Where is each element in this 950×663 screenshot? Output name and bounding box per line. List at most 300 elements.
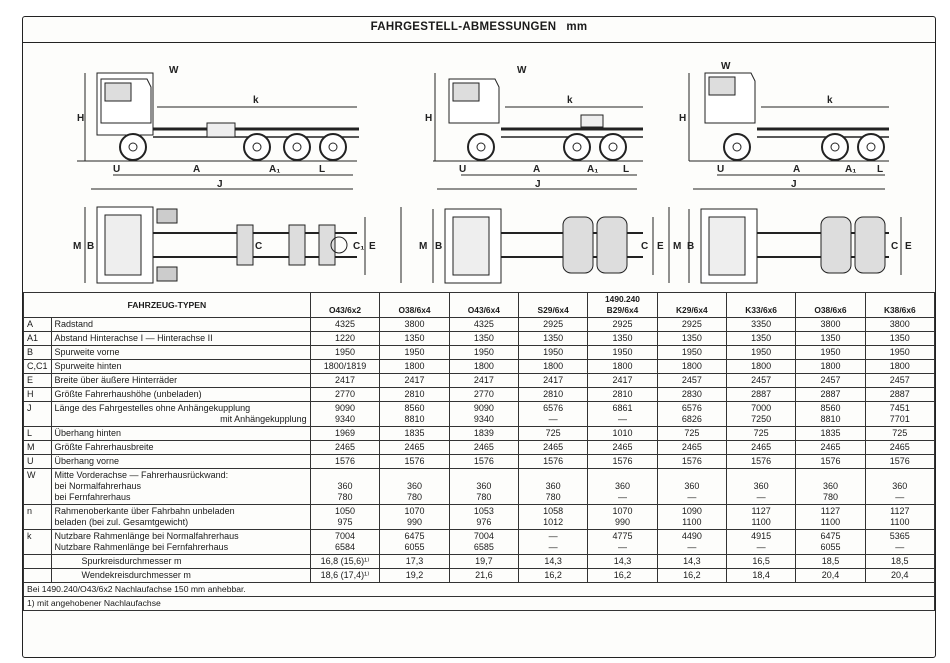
value-line: 18,5	[891, 556, 909, 566]
truck2-label-b: B	[435, 241, 443, 252]
value-line: 8560	[404, 403, 425, 413]
value-line: 1576	[820, 456, 841, 466]
value-cell	[519, 427, 588, 441]
title-divider	[23, 42, 935, 43]
row-description-line: Wendekreisdurchmesser m	[81, 570, 191, 580]
value-cell	[519, 402, 588, 427]
value-line: 1576	[681, 456, 702, 466]
value-line: 4325	[473, 319, 494, 329]
value-line: 5365	[889, 531, 910, 541]
value-line: 990	[614, 517, 630, 527]
value-line: —	[895, 492, 905, 502]
value-line: 16,5	[752, 556, 770, 566]
value-cell	[519, 374, 588, 388]
truck2-label-m: M	[419, 241, 428, 252]
value-line: 7004	[335, 531, 356, 541]
value-line: 7701	[889, 414, 910, 424]
row-code: U	[24, 455, 52, 469]
truck1-label-h: H	[77, 113, 85, 124]
value-line: 1058	[543, 506, 564, 516]
table-row	[24, 555, 935, 569]
value-line: 1012	[543, 517, 564, 527]
footnote-row-0	[24, 583, 935, 597]
row-code: H	[24, 388, 52, 402]
value-line: 1576	[751, 456, 772, 466]
value-line: 2925	[543, 319, 564, 329]
truck3-top-view	[689, 209, 901, 283]
value-cell	[380, 402, 449, 427]
value-line: 1350	[473, 333, 494, 343]
value-cell	[380, 360, 449, 374]
value-line: 1800	[543, 361, 564, 371]
truck2-label-l: L	[623, 164, 630, 175]
spec-table	[23, 292, 935, 611]
type-col-3: S29/6x4	[519, 293, 588, 318]
row-description-line: Spurweite hinten	[54, 361, 122, 371]
truck1-label-u: U	[113, 164, 121, 175]
row-description-line: Länge des Fahrgestelles ohne Anhängekupplung	[54, 403, 251, 413]
table-row	[24, 455, 935, 469]
row-description-line: Größte Fahrerhausbreite	[54, 442, 154, 452]
value-cell	[865, 455, 934, 469]
value-line: 1350	[612, 333, 633, 343]
row-description	[51, 569, 310, 583]
value-cell	[310, 505, 380, 530]
type-col-8: K38/6x6	[865, 293, 934, 318]
value-cell	[657, 360, 726, 374]
row-description	[51, 388, 310, 402]
value-line: 1220	[335, 333, 356, 343]
value-cell	[726, 469, 795, 505]
row-code: M	[24, 441, 52, 455]
footnote-row-1	[24, 597, 935, 611]
value-line: —	[548, 414, 558, 424]
value-cell	[519, 555, 588, 569]
value-line: 21,6	[475, 570, 493, 580]
value-cell	[726, 530, 795, 555]
value-cell	[657, 427, 726, 441]
value-cell	[380, 388, 449, 402]
value-cell	[449, 569, 518, 583]
row-description-line: Nutzbare Rahmenlänge bei Fernfahrerhaus	[54, 542, 229, 552]
truck3-label-w: W	[721, 61, 731, 72]
value-cell	[588, 441, 657, 455]
value-line: 1350	[889, 333, 910, 343]
value-line: —	[756, 542, 766, 552]
truck1-label-w: W	[169, 65, 179, 76]
value-line: 16,8 (15,6)¹⁾	[320, 556, 370, 566]
truck1-top-view	[85, 207, 365, 283]
value-line: 16,2	[613, 570, 632, 580]
value-line: 1576	[404, 456, 425, 466]
value-cell	[796, 318, 865, 332]
table-row	[24, 388, 935, 402]
value-line: 7004	[473, 531, 494, 541]
value-cell	[449, 388, 518, 402]
value-line: 2417	[612, 375, 633, 385]
value-line: 2457	[820, 375, 841, 385]
value-cell	[726, 505, 795, 530]
row-code: n	[24, 505, 52, 530]
row-description-line: Spurkreisdurchmesser m	[81, 556, 182, 566]
value-line: 1127	[820, 506, 841, 516]
value-cell	[588, 455, 657, 469]
value-line: 360	[545, 481, 561, 491]
value-cell	[380, 455, 449, 469]
value-cell	[310, 455, 380, 469]
title-unit: mm	[566, 21, 588, 33]
row-code: C,C1	[24, 360, 52, 374]
value-line: 1800	[751, 361, 772, 371]
value-cell	[380, 441, 449, 455]
value-cell	[310, 402, 380, 427]
value-cell	[865, 374, 934, 388]
value-cell	[657, 374, 726, 388]
table-row	[24, 346, 935, 360]
value-line: 1950	[889, 347, 910, 357]
type-col-6: K33/6x6	[726, 293, 795, 318]
row-description	[51, 469, 310, 505]
truck1-label-k: k	[253, 95, 259, 106]
value-line: 1835	[820, 428, 841, 438]
value-cell	[449, 469, 518, 505]
value-cell	[310, 318, 380, 332]
value-line: 3800	[889, 319, 910, 329]
page-title: FAHRGESTELL-ABMESSUNGEN mm	[370, 21, 588, 33]
table-row	[24, 360, 935, 374]
value-line: 6475	[820, 531, 841, 541]
footnote-0: Bei 1490.240/O43/6x2 Nachlaufachse 150 mm anhebbar.	[24, 583, 935, 597]
value-line: 19,7	[475, 556, 493, 566]
row-description-line: beladen (bei zul. Gesamtgewicht)	[54, 517, 189, 527]
chassis-drawings	[57, 57, 917, 291]
value-line: 9340	[335, 414, 356, 424]
value-line: 3800	[404, 319, 425, 329]
value-cell	[657, 555, 726, 569]
value-line: 1576	[543, 456, 564, 466]
truck2-top-view	[433, 209, 653, 283]
value-line: —	[756, 492, 766, 502]
value-cell	[310, 374, 380, 388]
row-description	[51, 555, 310, 569]
row-description	[51, 374, 310, 388]
value-line: 17,3	[405, 556, 424, 566]
value-cell	[449, 402, 518, 427]
value-line: 990	[407, 517, 423, 527]
value-cell	[865, 441, 934, 455]
truck2-label-a: A	[533, 164, 541, 175]
value-line: 18,5	[821, 556, 840, 566]
value-line: 2925	[612, 319, 633, 329]
value-line: 725	[892, 428, 908, 438]
type-col-5: K29/6x4	[657, 293, 726, 318]
value-line: 1950	[543, 347, 564, 357]
value-line: 1839	[473, 428, 494, 438]
value-line: 1950	[681, 347, 702, 357]
value-line: 14,3	[613, 556, 632, 566]
value-line: 1090	[681, 506, 702, 516]
value-cell	[519, 569, 588, 583]
value-line: 360	[337, 481, 353, 491]
value-line: 20,4	[891, 570, 909, 580]
value-cell	[588, 388, 657, 402]
truck1-label-c1: C₁	[353, 241, 365, 252]
value-line: 18,4	[752, 570, 770, 580]
row-description-line: bei Normalfahrerhaus	[54, 481, 142, 491]
value-line	[591, 470, 653, 481]
value-line: —	[617, 492, 627, 502]
value-line: 780	[545, 492, 561, 502]
table-row	[24, 332, 935, 346]
value-line: 1100	[751, 517, 771, 527]
row-description	[51, 318, 310, 332]
value-line: —	[548, 542, 558, 552]
value-line: 1100	[682, 517, 702, 527]
value-line: 4775	[612, 531, 633, 541]
type-col-4: 1490.240 B29/6x4	[588, 293, 657, 318]
value-cell	[726, 569, 795, 583]
value-cell	[588, 427, 657, 441]
truck1-label-e: E	[369, 241, 376, 252]
value-line: 9090	[335, 403, 356, 413]
value-line: 1350	[404, 333, 425, 343]
value-cell	[865, 505, 934, 530]
row-description	[51, 332, 310, 346]
value-line: 1950	[473, 347, 494, 357]
value-cell	[657, 530, 726, 555]
value-cell	[310, 388, 380, 402]
truck2-label-c: C	[641, 241, 649, 252]
value-cell	[449, 505, 518, 530]
value-cell	[380, 427, 449, 441]
spec-sheet	[22, 16, 936, 658]
value-cell	[588, 346, 657, 360]
value-cell	[865, 469, 934, 505]
value-line: 2810	[543, 389, 564, 399]
value-cell	[865, 569, 934, 583]
value-line: 2465	[820, 442, 841, 452]
value-line: —	[617, 542, 627, 552]
value-line: 1950	[404, 347, 425, 357]
value-cell	[726, 555, 795, 569]
value-line: 1950	[612, 347, 633, 357]
value-cell	[449, 441, 518, 455]
value-line: 780	[476, 492, 492, 502]
value-cell	[380, 469, 449, 505]
value-cell	[310, 530, 380, 555]
type-col-0: O43/6x2	[310, 293, 380, 318]
value-line: 2810	[404, 389, 425, 399]
value-line: 8810	[820, 414, 841, 424]
value-line: 1053	[473, 506, 494, 516]
truck1-label-a1: A₁	[269, 164, 281, 175]
value-line	[869, 470, 931, 481]
truck3-label-l: L	[877, 164, 884, 175]
value-line: 976	[476, 517, 492, 527]
row-description-line: Überhang hinten	[54, 428, 122, 438]
value-line: 1070	[404, 506, 425, 516]
value-line: 1100	[820, 517, 841, 527]
value-cell	[519, 441, 588, 455]
value-line: 2457	[889, 375, 910, 385]
value-line: 6475	[404, 531, 425, 541]
vehicle-types-header: FAHRZEUG-TYPEN	[24, 293, 311, 318]
truck1-label-a: A	[193, 164, 201, 175]
value-line: 18,6 (17,4)¹⁾	[320, 570, 370, 580]
row-description	[51, 455, 310, 469]
row-description	[51, 441, 310, 455]
type-col-2: O43/6x4	[449, 293, 518, 318]
row-description	[51, 402, 310, 427]
value-line: 14,3	[544, 556, 562, 566]
truck3-label-h: H	[679, 113, 687, 124]
value-cell	[588, 469, 657, 505]
value-cell	[519, 388, 588, 402]
value-line: 1969	[335, 428, 356, 438]
value-line: 6861	[612, 403, 633, 413]
truck1-label-l: L	[319, 164, 326, 175]
value-line: 975	[337, 517, 353, 527]
row-description	[51, 360, 310, 374]
value-cell	[726, 332, 795, 346]
value-line: 360	[614, 481, 630, 491]
value-line: 2457	[751, 375, 772, 385]
row-description	[51, 530, 310, 555]
row-description-line: Radstand	[54, 319, 94, 329]
value-line: 360	[684, 481, 700, 491]
value-cell	[588, 569, 657, 583]
value-cell	[657, 469, 726, 505]
value-cell	[796, 402, 865, 427]
value-cell	[865, 318, 934, 332]
truck3-label-k: k	[827, 95, 833, 106]
value-cell	[380, 346, 449, 360]
value-line: 2465	[473, 442, 494, 452]
value-line: 2465	[751, 442, 772, 452]
value-cell	[310, 569, 380, 583]
spec-table-body	[24, 318, 935, 583]
value-line: 7250	[751, 414, 772, 424]
value-cell	[865, 427, 934, 441]
row-description-line: mit Anhängekupplung	[220, 414, 307, 424]
value-line	[661, 470, 723, 481]
value-line: 6585	[473, 542, 494, 552]
value-line: 2830	[681, 389, 702, 399]
value-line: 4915	[751, 531, 772, 541]
value-cell	[449, 427, 518, 441]
truck2-label-w: W	[517, 65, 527, 76]
value-line: 6576	[681, 403, 702, 413]
value-cell	[796, 530, 865, 555]
value-line: 14,3	[683, 556, 701, 566]
value-cell	[380, 374, 449, 388]
value-line: 6576	[543, 403, 564, 413]
truck1-label-j: J	[217, 179, 223, 190]
value-line: 360	[892, 481, 908, 491]
value-line: 2887	[751, 389, 772, 399]
value-cell	[310, 469, 380, 505]
value-line: 1127	[751, 506, 771, 516]
value-line: 4490	[681, 531, 702, 541]
value-line: 3800	[820, 319, 841, 329]
value-line: 6055	[404, 542, 425, 552]
value-line: 2457	[681, 375, 702, 385]
value-line: 360	[407, 481, 423, 491]
value-cell	[519, 360, 588, 374]
row-description-line: Überhang vorne	[54, 456, 120, 466]
value-line: 1950	[820, 347, 841, 357]
value-cell	[588, 374, 657, 388]
value-line: 20,4	[821, 570, 840, 580]
value-line: 1100	[890, 517, 910, 527]
value-cell	[865, 555, 934, 569]
value-cell	[796, 469, 865, 505]
value-line: 2887	[889, 389, 910, 399]
value-line: 1800	[681, 361, 702, 371]
truck2-label-a1: A₁	[587, 164, 599, 175]
truck3-label-a: A	[793, 164, 801, 175]
value-line: 1350	[543, 333, 564, 343]
value-line: 2925	[681, 319, 702, 329]
row-description-line: Breite über äußere Hinterräder	[54, 375, 178, 385]
value-cell	[449, 332, 518, 346]
value-line: 725	[545, 428, 561, 438]
value-line: 7451	[889, 403, 910, 413]
truck2-label-u: U	[459, 164, 467, 175]
value-cell	[588, 360, 657, 374]
value-cell	[796, 388, 865, 402]
value-line: 1576	[612, 456, 633, 466]
value-cell	[449, 555, 518, 569]
value-line: 9090	[473, 403, 494, 413]
value-cell	[796, 427, 865, 441]
row-code: E	[24, 374, 52, 388]
value-line: 1800	[612, 361, 633, 371]
truck2-label-k: k	[567, 95, 573, 106]
row-description	[51, 346, 310, 360]
value-line: 780	[337, 492, 353, 502]
value-cell	[657, 402, 726, 427]
value-cell	[449, 318, 518, 332]
value-cell	[865, 402, 934, 427]
value-line: 3350	[751, 319, 772, 329]
truck2-label-e: E	[657, 241, 664, 252]
value-line: 360	[822, 481, 838, 491]
value-cell	[865, 530, 934, 555]
value-cell	[726, 374, 795, 388]
value-cell	[519, 332, 588, 346]
value-line	[314, 470, 377, 481]
value-line: 1350	[751, 333, 772, 343]
table-row	[24, 374, 935, 388]
value-cell	[310, 346, 380, 360]
value-cell	[726, 346, 795, 360]
value-line	[799, 470, 861, 481]
value-cell	[726, 402, 795, 427]
truck3-label-m: M	[673, 241, 682, 252]
value-line: 1127	[890, 506, 910, 516]
type-col-7: O38/6x6	[796, 293, 865, 318]
value-line: 1576	[473, 456, 494, 466]
row-code	[24, 569, 52, 583]
truck3-label-j: J	[791, 179, 797, 190]
value-cell	[588, 402, 657, 427]
value-line: 2465	[681, 442, 702, 452]
value-cell	[796, 505, 865, 530]
row-code: W	[24, 469, 52, 505]
value-cell	[380, 555, 449, 569]
table-row	[24, 318, 935, 332]
